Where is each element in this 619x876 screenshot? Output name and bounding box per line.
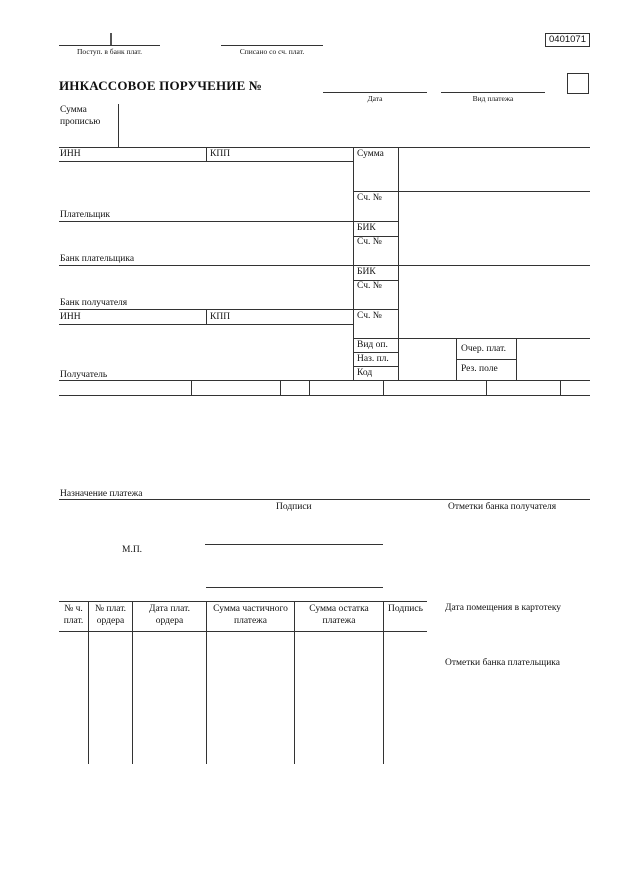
col-line-priority-right <box>516 338 517 380</box>
form-code: 0401071 <box>549 34 586 45</box>
row-line-tax-fields-bottom <box>59 395 590 396</box>
tax-field-divider-1 <box>191 380 192 395</box>
tax-field-divider-6 <box>560 380 561 395</box>
received-label: Поступ. в банк плат. <box>77 47 142 56</box>
payer-account-label: Сч. № <box>357 193 382 203</box>
priority-field[interactable] <box>518 339 588 359</box>
payee-account-field[interactable] <box>400 310 588 337</box>
partial-table-header-bottom <box>59 631 427 632</box>
row-line-payee-bottom <box>59 380 590 381</box>
partial-table-top <box>59 601 427 602</box>
purpose-code-label: Наз. пл. <box>357 354 389 364</box>
payee-bank-field[interactable] <box>60 267 350 297</box>
seal-label: М.П. <box>122 545 143 555</box>
date-line[interactable] <box>323 92 427 93</box>
col-line-right-block-mid <box>398 147 399 380</box>
row-line-inn-bottom <box>59 161 353 162</box>
op-type-field[interactable] <box>400 339 455 379</box>
payee-account-label: Сч. № <box>357 311 382 321</box>
payment-type-line[interactable] <box>441 92 545 93</box>
payee-inn-field[interactable] <box>80 311 204 323</box>
row-line-priority-bottom <box>456 359 516 360</box>
payee-bank-label: Банк получателя <box>60 298 128 308</box>
status-checkbox[interactable] <box>567 73 589 94</box>
row-line-payee-bank-bottom <box>59 309 398 310</box>
payee-name-field[interactable] <box>60 326 350 368</box>
received-date-line[interactable] <box>59 45 160 46</box>
col-line-kpp-payer <box>206 147 207 161</box>
col-line-kpp-payee <box>206 309 207 324</box>
payee-kpp-label: КПП <box>210 312 231 322</box>
amount-words-divider <box>118 104 119 148</box>
debited-date-line[interactable] <box>221 45 323 46</box>
row-line-payer-bottom <box>59 221 398 222</box>
file-date-label: Дата помещения в картотеку <box>445 603 562 613</box>
payee-inn-label: ИНН <box>60 312 81 322</box>
received-date-tick <box>110 33 112 45</box>
debited-label: Списано со сч. плат. <box>239 47 305 56</box>
payee-bik-field[interactable] <box>400 266 588 280</box>
tax-field-divider-5 <box>486 380 487 395</box>
payee-name-label: Получатель <box>60 370 108 380</box>
priority-label: Очер. плат. <box>461 344 506 354</box>
partial-th-6: Подпись <box>388 604 423 614</box>
payee-bank-marks-label: Отметки банка получателя <box>448 502 557 512</box>
form-code-box <box>545 33 590 47</box>
row-line-opt-bottom <box>353 352 398 353</box>
payer-name-label: Плательщик <box>60 210 111 220</box>
payer-bik-label: БИК <box>357 223 376 233</box>
code-label: Код <box>357 368 373 378</box>
payee-bank-account-label: Сч. № <box>357 281 382 291</box>
reserve-label: Рез. поле <box>461 364 498 374</box>
form-title: ИНКАССОВОЕ ПОРУЧЕНИЕ № <box>59 78 263 93</box>
payer-inn-field[interactable] <box>80 148 204 160</box>
amount-words-field[interactable] <box>120 104 588 147</box>
amount-words-label-2: прописью <box>60 117 101 127</box>
tax-field-divider-4 <box>383 380 384 395</box>
amount-words-label-1: Сумма <box>60 105 87 115</box>
signatures-label: Подписи <box>276 502 312 512</box>
reserve-field[interactable] <box>518 360 588 379</box>
payer-bank-label: Банк плательщика <box>60 254 135 264</box>
payer-name-field[interactable] <box>60 163 350 208</box>
partial-th-3: Дата плат. ордера <box>149 604 190 626</box>
op-type-label: Вид оп. <box>357 340 388 350</box>
payer-account-field[interactable] <box>400 192 588 220</box>
row-line-purpose-code-bottom <box>353 366 398 367</box>
purpose-label: Назначение платежа <box>60 489 143 499</box>
payment-type-label: Вид платежа <box>472 94 514 103</box>
payee-bank-account-field[interactable] <box>400 281 588 308</box>
partial-th-1: № ч. плат. <box>63 604 84 626</box>
col-line-priority-left <box>456 338 457 380</box>
tax-field-divider-3 <box>309 380 310 395</box>
amount-label: Сумма <box>357 149 384 159</box>
signature-line-2[interactable] <box>206 587 383 588</box>
partial-th-2: № плат. ордера <box>94 604 127 626</box>
partial-th-5: Сумма остатка платежа <box>309 604 369 626</box>
purpose-line <box>59 499 590 500</box>
payee-kpp-field[interactable] <box>232 311 352 323</box>
payer-bank-marks-label: Отметки банка плательщика <box>445 658 560 668</box>
payer-kpp-field[interactable] <box>232 148 352 160</box>
row-line-payee-inn-bottom <box>59 324 353 325</box>
tax-field-divider-2 <box>280 380 281 395</box>
payer-bank-field[interactable] <box>60 223 350 253</box>
partial-table-body[interactable] <box>60 633 426 763</box>
col-line-right-block-left <box>353 147 354 380</box>
payer-kpp-label: КПП <box>210 149 231 159</box>
purpose-field[interactable] <box>60 397 588 487</box>
payer-bank-account-label: Сч. № <box>357 237 382 247</box>
signature-line-1[interactable] <box>205 544 383 545</box>
partial-th-4: Сумма частичного платежа <box>213 604 288 626</box>
amount-field[interactable] <box>400 148 588 190</box>
payee-bik-label: БИК <box>357 267 376 277</box>
payer-bank-account-field[interactable] <box>400 237 588 264</box>
payer-bik-field[interactable] <box>400 222 588 236</box>
date-label: Дата <box>367 94 383 103</box>
payer-inn-label: ИНН <box>60 149 81 159</box>
